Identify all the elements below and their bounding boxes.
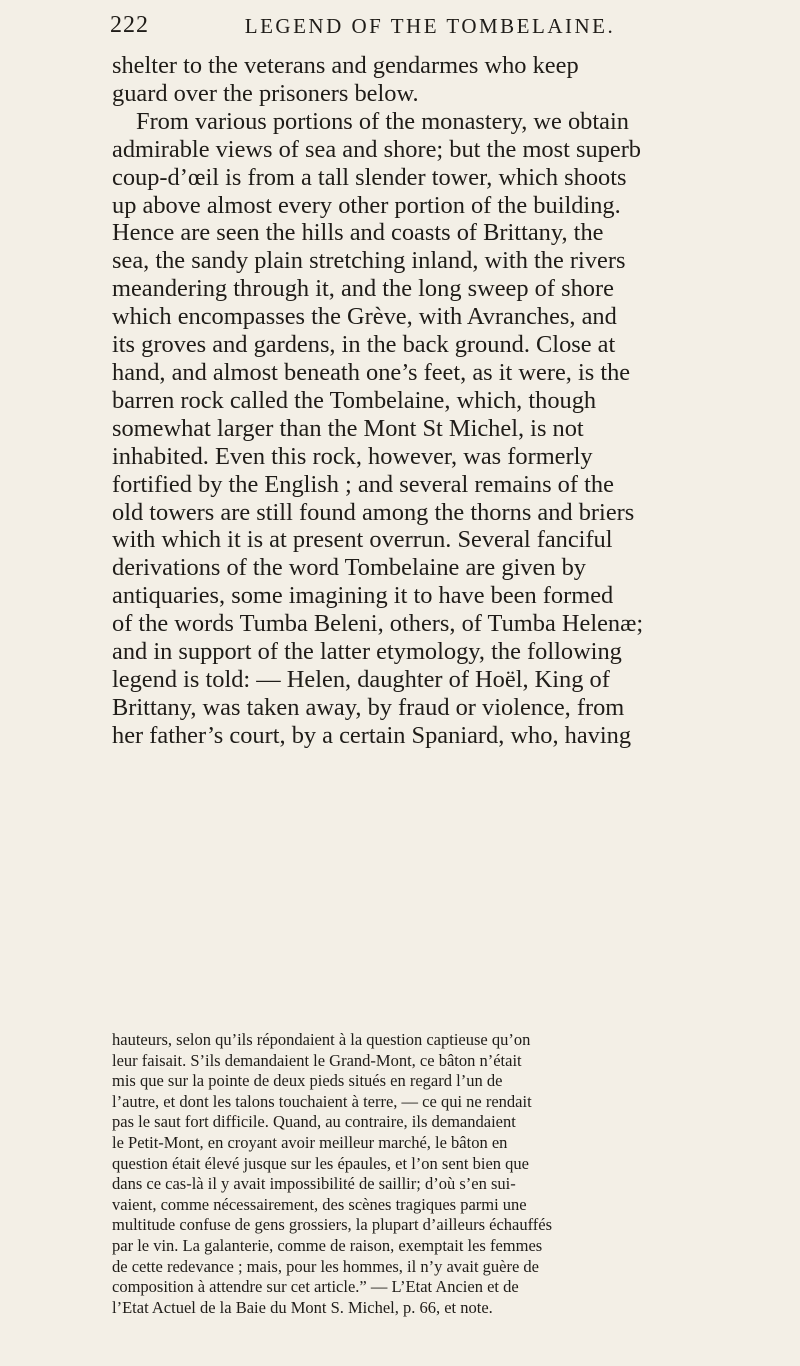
body-line: From various portions of the monastery, we obtain xyxy=(136,107,629,135)
body-line: hand, and almost beneath one’s feet, as it were, is the xyxy=(112,358,631,386)
footnote-line: l’Etat Actuel de la Baie du Mont S. Michel, p. 66, et note. xyxy=(112,1297,493,1317)
body-line: meandering through it, and the long sweep of shore xyxy=(112,275,614,303)
body-line: Brittany, was taken away, by fraud or violence, from xyxy=(112,693,625,721)
footnote-line: leur faisait. S’ils demandaient le Grand-Mont, ce bâton n’était xyxy=(112,1050,522,1070)
page-header xyxy=(110,12,750,44)
body-line: shelter to the veterans and gendarmes who keep xyxy=(112,52,579,79)
footnote-line: le Petit-Mont, en croyant avoir meilleur marché, le bâton en xyxy=(112,1132,508,1152)
body-line: guard over the prisoners below. xyxy=(112,79,419,107)
footnote-line: pas le saut fort difficile. Quand, au contraire, ils demandaient xyxy=(112,1112,516,1132)
footnote-line: de cette redevance ; mais, pour les hommes, il n’y avait guère de xyxy=(112,1256,540,1276)
body-line: which encompasses the Grève, with Avranches, and xyxy=(112,303,617,331)
body-line: and in support of the latter etymology, the following xyxy=(112,638,622,666)
body-line: of the words Tumba Beleni, others, of Tumba Helenæ; xyxy=(112,610,644,638)
footnote-line: composition à attendre sur cet article.” — L’Etat Ancien et de xyxy=(112,1277,519,1297)
page-number: 222 xyxy=(110,12,149,38)
body-line: her father’s court, by a certain Spaniard, who, having xyxy=(112,721,632,749)
body-text xyxy=(112,52,756,750)
footnote xyxy=(112,1030,756,1318)
body-line: up above almost every other portion of the building. xyxy=(112,191,621,219)
footnote-line: hauteurs, selon qu’ils répondaient à la question captieuse qu’on xyxy=(112,1030,531,1049)
footnote-line: mis que sur la pointe de deux pieds situés en regard l’un de xyxy=(112,1071,503,1091)
body-line: derivations of the word Tombelaine are given by xyxy=(112,554,586,582)
body-line: antiquaries, some imagining it to have been formed xyxy=(112,582,614,610)
body-line: admirable views of sea and shore; but the most superb xyxy=(112,135,642,163)
footnote-line: par le vin. La galanterie, comme de raison, exemptait les femmes xyxy=(112,1235,543,1255)
footnote-line: question était élevé jusque sur les épaules, et l’on sent bien que xyxy=(112,1153,529,1173)
body-line: old towers are still found among the thorns and briers xyxy=(112,498,635,526)
body-line: fortified by the English ; and several remains of the xyxy=(112,470,614,498)
body-line: with which it is at present overrun. Several fanciful xyxy=(112,526,613,554)
body-line: Hence are seen the hills and coasts of Brittany, the xyxy=(112,219,604,247)
body-line: its groves and gardens, in the back ground. Close at xyxy=(112,331,616,359)
footnote-line: multitude confuse de gens grossiers, la plupart d’ailleurs échauffés xyxy=(112,1215,553,1235)
body-line: legend is told: — Helen, daughter of Hoël, King of xyxy=(112,665,610,693)
footnote-line: l’autre, et dont les talons touchaient à terre, — ce qui ne rendait xyxy=(112,1091,532,1111)
body-line: barren rock called the Tombelaine, which, though xyxy=(112,386,597,414)
body-line: inhabited. Even this rock, however, was formerly xyxy=(112,442,593,470)
body-line: coup-d’œil is from a tall slender tower, which shoots xyxy=(112,163,627,191)
footnote-line: vaient, comme nécessairement, des scènes tragiques parmi une xyxy=(112,1194,527,1214)
body-line: sea, the sandy plain stretching inland, with the rivers xyxy=(112,247,626,275)
running-title: LEGEND OF THE TOMBELAINE. xyxy=(244,14,616,38)
footnote-line: dans ce cas-là il y avait impossibilité de saillir; d’où s’en sui- xyxy=(112,1174,516,1194)
body-line: somewhat larger than the Mont St Michel, is not xyxy=(112,414,584,442)
